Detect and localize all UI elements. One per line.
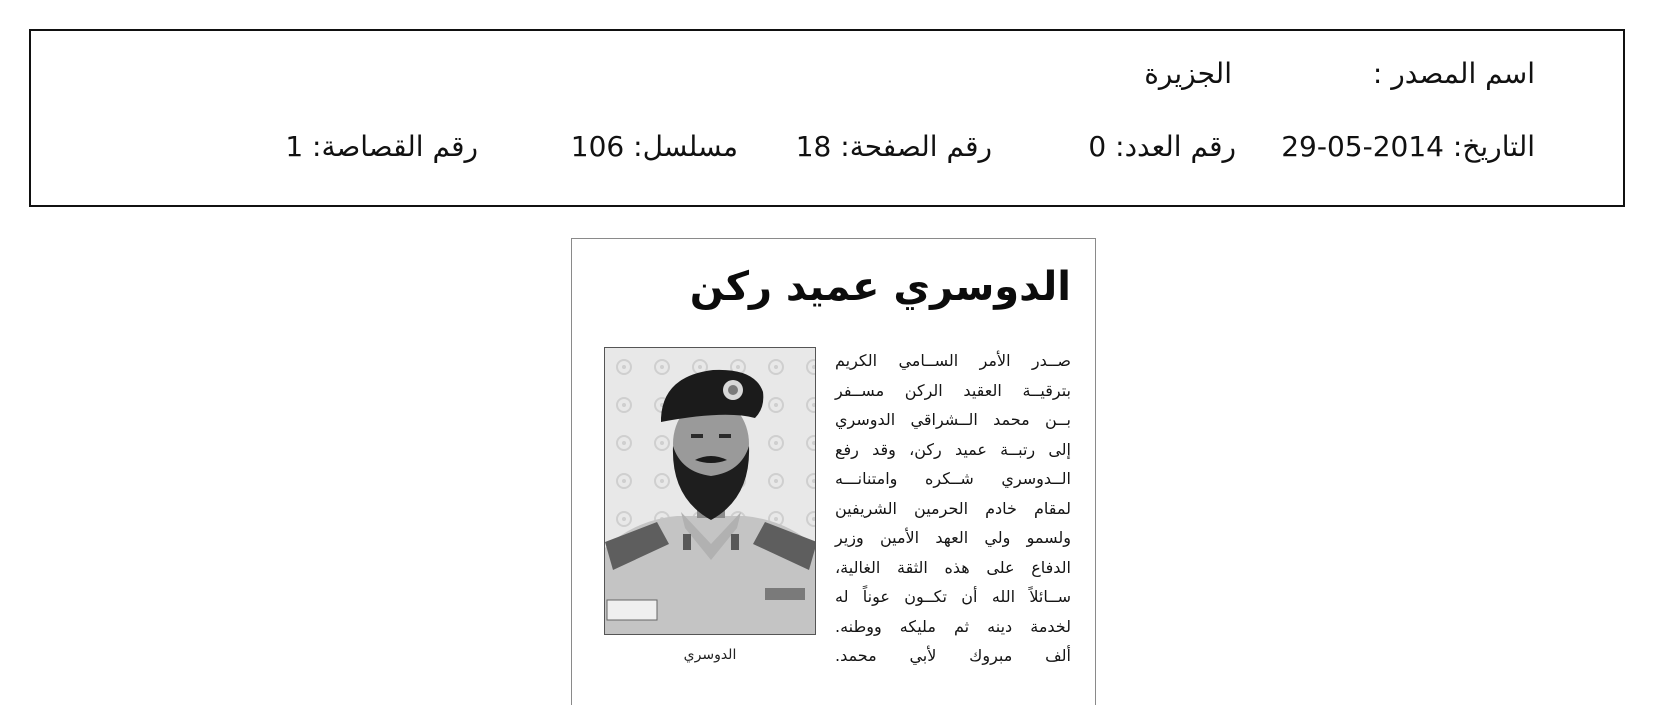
article-line: لخدمة دينه ثم مليكه ووطنه. [835,616,1071,636]
source-label: اسم المصدر : [1372,57,1535,90]
article-line: بــن محمد الــشراقي الدوسري [835,410,1071,429]
clip-number-field: رقم القصاصة: 1 [285,130,478,163]
date-field: التاريخ: 2014-05-29 [1281,130,1535,163]
article-headline: الدوسري عميد ركن [689,264,1071,310]
article-line: ولسمو ولي العهد الأمين وزير [835,528,1071,547]
article-line: الدفاع على هذه الثقة الغالية، [835,557,1071,577]
article-line: الــدوسري شــكره وامتنانـــه [835,469,1071,488]
metadata-box [29,29,1625,207]
page-number-field: رقم الصفحة: 18 [795,130,992,163]
portrait-photo [604,347,816,635]
article-line: إلى رتبــة عميد ركن، وقد رفع [835,439,1071,459]
article-line: بترقيــة العقيد الركن مســفر [835,380,1071,400]
serial-field: مسلسل: 106 [570,130,738,163]
issue-number-field: رقم العدد: 0 [1088,130,1236,163]
source-value: الجزيرة [1144,57,1232,90]
article-body [835,346,1071,671]
newspaper-clipping [571,238,1096,705]
article-line: صــدر الأمر الســامي الكريم [835,351,1071,370]
article-line: لمقام خادم الحرمين الشريفين [835,498,1071,518]
photo-caption: الدوسري [683,647,737,663]
article-line: ســائلاً الله أن تكــون عوناً له [835,587,1071,606]
article-line: ألف مبروك لأبي محمد. [835,646,1071,665]
